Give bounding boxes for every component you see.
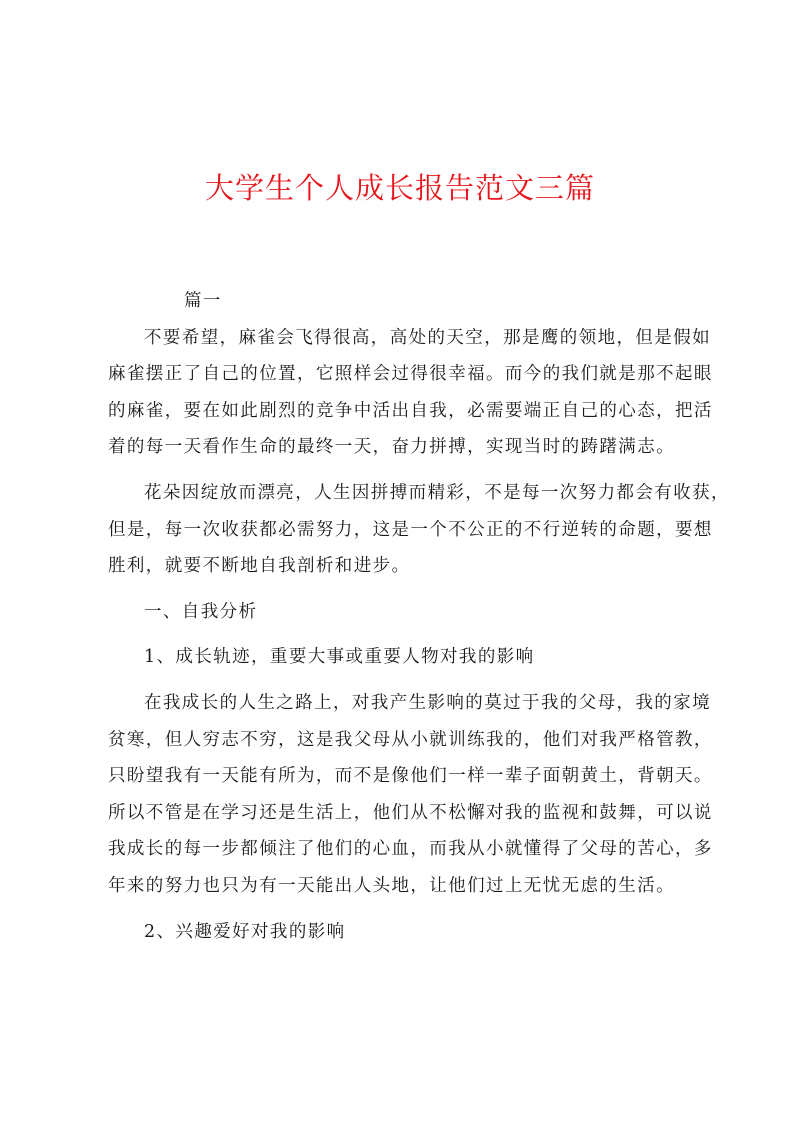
paragraph-3 <box>108 685 713 905</box>
document-title: 大学生个人成长报告范文三篇 <box>204 171 595 205</box>
paragraph-line: 只盼望我有一天能有所为，而不是像他们一样一辈子面朝黄土，背朝天。 <box>108 766 713 787</box>
paragraph-line: 的麻雀，要在如此剧烈的竞争中活出自我，必需要端正自己的心态，把活 <box>108 400 713 421</box>
subheading-growth-path: 1、成长轨迹，重要大事或重要人物对我的影响 <box>144 647 535 668</box>
paragraph-1 <box>108 320 713 466</box>
paragraph-line: 年来的努力也只为有一天能出人头地，让他们过上无忧无虑的生活。 <box>108 875 675 896</box>
paragraph-line: 麻雀摆正了自己的位置，它照样会过得很幸福。而今的我们就是那不起眼 <box>108 364 713 385</box>
paragraph-line: 贫寒，但人穷志不穷，这是我父母从小就训练我的，他们对我严格管教， <box>108 729 713 750</box>
subheading-hobbies: 2、兴趣爱好对我的影响 <box>144 921 346 942</box>
paragraph-line: 着的每一天看作生命的最终一天，奋力拼搏，实现当时的踌躇满志。 <box>108 437 675 458</box>
paragraph-line: 所以不管是在学习还是生活上，他们从不松懈对我的监视和鼓舞，可以说 <box>108 802 713 823</box>
paragraph-line: 但是，每一次收获都必需努力，这是一个不公正的不行逆转的命题，要想 <box>108 519 713 540</box>
section-heading: 篇一 <box>184 291 222 311</box>
paragraph-line: 在我成长的人生之路上，对我产生影响的莫过于我的父母，我的家境 <box>144 692 711 713</box>
heading-self-analysis: 一、自我分析 <box>144 601 258 622</box>
paragraph-line: 胜利，就要不断地自我剖析和进步。 <box>108 556 411 577</box>
paragraph-line: 不要希望，麻雀会飞得很高，高处的天空，那是鹰的领地，但是假如 <box>144 327 711 348</box>
paragraph-line: 我成长的每一步都倾注了他们的心血，而我从小就懂得了父母的苦心，多 <box>108 839 713 860</box>
document-body <box>108 283 730 950</box>
paragraph-2 <box>108 475 730 585</box>
paragraph-line: 花朵因绽放而漂亮，人生因拼搏而精彩，不是每一次努力都会有收获， <box>144 482 730 503</box>
